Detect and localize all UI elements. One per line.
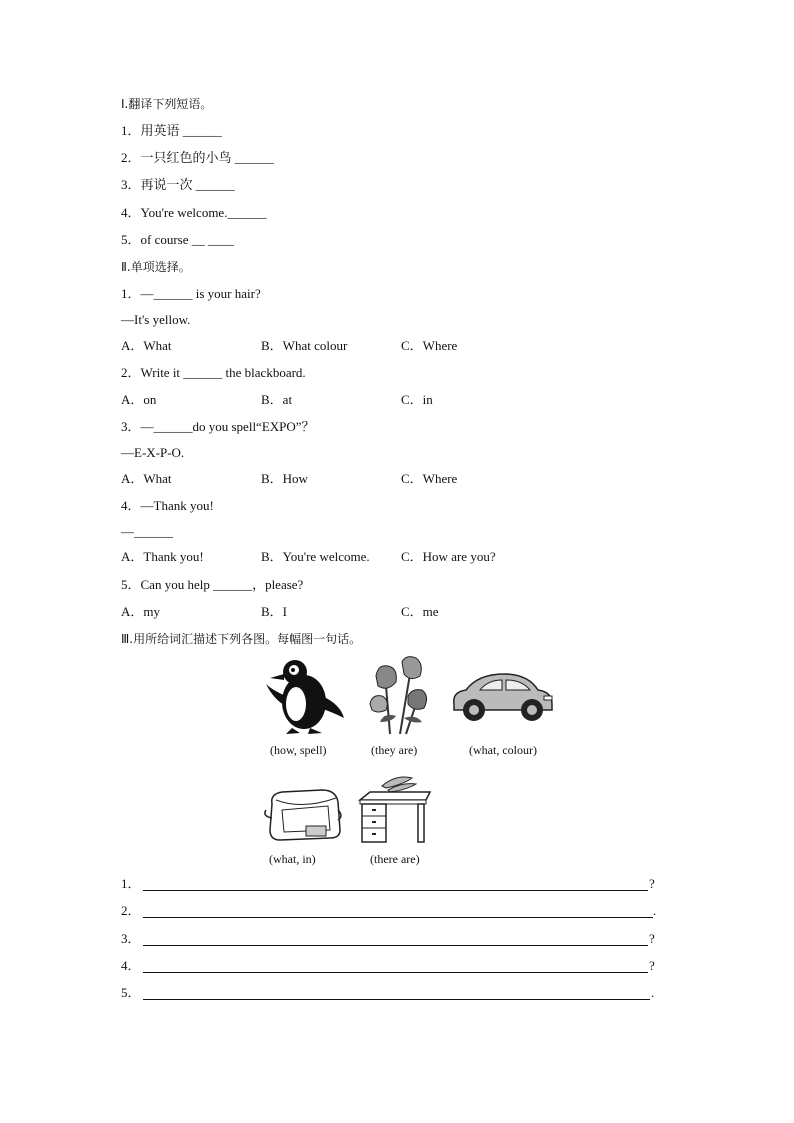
q3-option-c: C．Where <box>401 471 458 486</box>
answer-2-end: . <box>653 903 657 918</box>
answer-2-number: 2． <box>121 903 141 918</box>
q3-stem: 3．—______do you spell“EXPO”？ <box>121 419 315 434</box>
answer-4-end: ? <box>649 958 655 973</box>
caption-car: (what, colour) <box>469 743 537 757</box>
desk-picture <box>356 770 434 846</box>
q3-option-b: B．How <box>261 471 308 486</box>
answer-4-line[interactable] <box>143 958 648 973</box>
caption-desk: (there are) <box>370 852 420 866</box>
q2-stem: 2．Write it ______ the blackboard. <box>121 365 306 380</box>
answer-5-end: . <box>651 985 655 1000</box>
s1-item-2: 2．一只红色的小鸟 ______ <box>121 150 274 165</box>
answer-3-number: 3． <box>121 931 141 946</box>
answer-3-end: ? <box>649 931 655 946</box>
car-picture <box>448 668 558 724</box>
q4-stem: 4．—Thank you! <box>121 498 214 513</box>
q2-option-c: C．in <box>401 392 433 407</box>
q1-stem: 1．—______ is your hair? <box>121 286 261 301</box>
q5-stem: 5．Can you help ______，please? <box>121 577 304 592</box>
q1-option-a: A．What <box>121 338 172 353</box>
answer-1-end: ? <box>649 876 655 891</box>
s1-item-5: 5．of course __ ____ <box>121 232 235 247</box>
section-3-title: Ⅲ.用所给词汇描述下列各图。每幅图一句话。 <box>121 632 362 646</box>
q5-option-c: C．me <box>401 604 439 619</box>
penguin-picture <box>262 656 346 736</box>
answer-3-line[interactable] <box>143 931 648 946</box>
q5-option-a: A．my <box>121 604 161 619</box>
q1-reply: —It's yellow. <box>121 312 191 327</box>
q5-option-b: B．I <box>261 604 288 619</box>
q1-option-c: C．Where <box>401 338 458 353</box>
q4-option-b: B．You're welcome. <box>261 549 370 564</box>
s1-item-1: 1．用英语 ______ <box>121 123 222 138</box>
caption-bag: (what, in) <box>269 852 316 866</box>
answer-1-number: 1． <box>121 876 141 891</box>
answer-1-line[interactable] <box>143 876 648 891</box>
q3-option-a: A．What <box>121 471 172 486</box>
s1-item-3: 3．再说一次 ______ <box>121 177 235 192</box>
answer-5-number: 5． <box>121 985 141 1000</box>
flowers-picture <box>366 656 432 736</box>
answer-4-number: 4． <box>121 958 141 973</box>
q2-option-b: B．at <box>261 392 293 407</box>
q4-option-a: A．Thank you! <box>121 549 204 564</box>
q1-option-b: B．What colour <box>261 338 348 353</box>
section-2-title: Ⅱ.单项选择。 <box>121 260 191 274</box>
q3-reply: —E-X-P-O. <box>121 445 185 460</box>
q2-option-a: A．on <box>121 392 157 407</box>
bag-picture <box>262 780 344 844</box>
caption-flowers: (they are) <box>371 743 418 757</box>
caption-penguin: (how, spell) <box>270 743 327 757</box>
section-1-title: Ⅰ.翻译下列短语。 <box>121 97 213 111</box>
q4-reply: —______ <box>121 524 173 539</box>
s1-item-4: 4．You're welcome.______ <box>121 205 267 220</box>
answer-5-line[interactable] <box>143 985 650 1000</box>
answer-2-line[interactable] <box>143 903 653 918</box>
q4-option-c: C．How are you? <box>401 549 496 564</box>
